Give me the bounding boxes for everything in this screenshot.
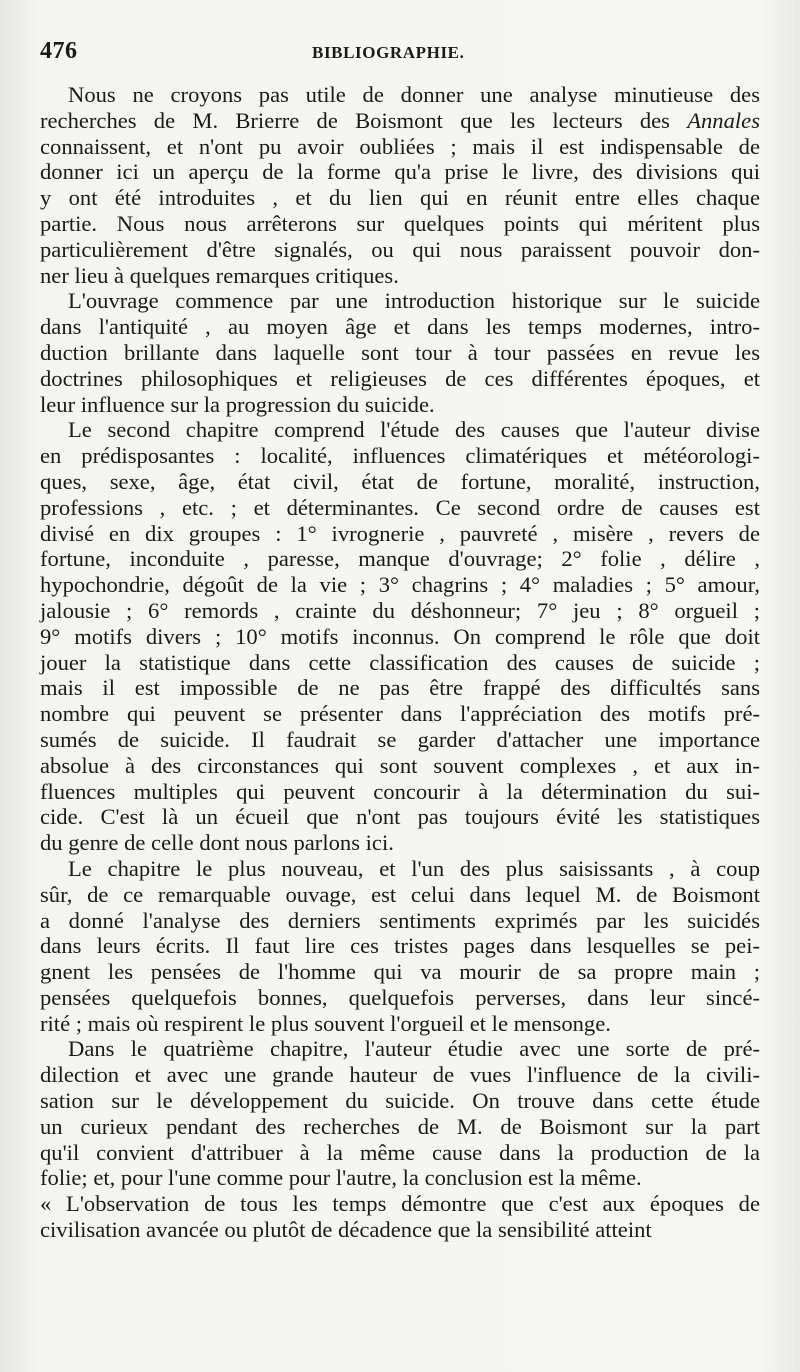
text-line: nombre qui peuvent se présenter dans l'appréciation des motifs pré-	[40, 701, 760, 727]
text-line: Nous ne croyons pas utile de donner une analyse minutieuse des	[68, 82, 760, 107]
text-line: connaissent, et n'ont pu avoir oubliées ; mais il est indispensable de	[40, 133, 760, 159]
text-line: doctrines philosophiques et religieuses de ces différentes époques, et	[40, 365, 760, 391]
text-line: ner lieu à quelques remarques critiques.	[40, 262, 399, 288]
paragraph	[40, 417, 760, 856]
text-line: jalousie ; 6° remords , crainte du déshonneur; 7° jeu ; 8° orgueil ;	[40, 597, 760, 623]
text-line: mais il est impossible de ne pas être frappé des difficultés sans	[40, 675, 760, 701]
text-line: dans l'antiquité , au moyen âge et dans les temps modernes, intro-	[40, 314, 760, 340]
page-header	[40, 38, 760, 74]
text-line: du genre de celle dont nous parlons ici.	[40, 830, 394, 856]
text-line: fluences multiples qui peuvent concourir à la détermination du sui-	[40, 778, 760, 804]
text-line: professions , etc. ; et déterminantes. Ce second ordre de causes est	[40, 494, 760, 520]
text-line: a donné l'analyse des derniers sentiments exprimés par les suicidés	[40, 907, 760, 933]
paragraph	[40, 856, 760, 1037]
text-line: dans leurs écrits. Il faut lire ces tristes pages dans lesquelles se pei-	[40, 933, 760, 959]
text-line: 9° motifs divers ; 10° motifs inconnus. On comprend le rôle que doit	[40, 623, 760, 649]
text-line: « L'observation de tous les temps démontre que c'est aux époques de	[40, 1191, 760, 1217]
text-line: rité ; mais où respirent le plus souvent l'orgueil et le mensonge.	[40, 1010, 611, 1036]
text-line: particulièrement d'être signalés, ou qui nous paraissent pouvoir don-	[40, 236, 760, 262]
text-line: sumés de suicide. Il faudrait se garder d'attacher une importance	[40, 726, 760, 752]
text-line: recherches de M. Brierre de Boismont que les lecteurs des Annales	[40, 107, 760, 133]
text-line: civilisation avancée ou plutôt de décadence que la sensibilité atteint	[40, 1217, 652, 1243]
running-title: BIBLIOGRAPHIE.	[312, 43, 465, 62]
text-line: sûr, de ce remarquable ouvage, est celui dans lequel M. de Boismont	[40, 881, 760, 907]
text-line: Le chapitre le plus nouveau, et l'un des plus saisissants , à coup	[68, 855, 760, 881]
text-line: dilection et avec une grande hauteur de vues l'influence de la civili-	[40, 1062, 760, 1088]
paragraph	[40, 288, 760, 417]
text-line: qu'il convient d'attribuer à la même cause dans la production de la	[40, 1139, 760, 1165]
text-line: fortune, inconduite , paresse, manque d'ouvrage; 2° folie , délire ,	[40, 546, 760, 572]
text-line: ques, sexe, âge, état civil, état de fortune, moralité, instruction,	[40, 468, 760, 494]
text-line: absolue à des circonstances qui sont souvent complexes , et aux in-	[40, 752, 760, 778]
text-line: partie. Nous nous arrêterons sur quelques points qui méritent plus	[40, 210, 760, 236]
text-line: Dans le quatrième chapitre, l'auteur étudie avec une sorte de pré-	[68, 1036, 760, 1062]
body-text	[40, 82, 760, 1243]
page-number: 476	[40, 38, 78, 64]
text-line: pensées quelquefois bonnes, quelquefois perverses, dans leur sincé-	[40, 984, 760, 1010]
text-line: cide. C'est là un écueil que n'ont pas toujours évité les statistiques	[40, 804, 760, 830]
text-line: divisé en dix groupes : 1° ivrognerie , pauvreté , misère , revers de	[40, 520, 760, 546]
text-line: donner ici un aperçu de la forme qu'a prise le livre, des divisions qui	[40, 159, 760, 185]
text-line: Le second chapitre comprend l'étude des causes que l'auteur divise	[68, 417, 760, 443]
text-line: un curieux pendant des recherches de M. de Boismont sur la part	[40, 1113, 760, 1139]
text-line: leur influence sur la progression du suicide.	[40, 391, 435, 417]
text-line: y ont été introduites , et du lien qui en réunit entre elles chaque	[40, 185, 760, 211]
text-line: L'ouvrage commence par une introduction historique sur le suicide	[68, 288, 760, 314]
text-line: gnent les pensées de l'homme qui va mourir de sa propre main ;	[40, 959, 760, 985]
text-line: hypochondrie, dégoût de la vie ; 3° chagrins ; 4° maladies ; 5° amour,	[40, 572, 760, 598]
paragraph	[40, 1036, 760, 1242]
text-line: duction brillante dans laquelle sont tour à tour passées en revue les	[40, 339, 760, 365]
paragraph	[40, 82, 760, 288]
text-line: sation sur le développement du suicide. On trouve dans cette étude	[40, 1088, 760, 1114]
text-line: jouer la statistique dans cette classification des causes de suicide ;	[40, 649, 760, 675]
text-line: folie; et, pour l'une comme pour l'autre, la conclusion est la même.	[40, 1165, 642, 1191]
text-line: en prédisposantes : localité, influences climatériques et météorologi-	[40, 443, 760, 469]
